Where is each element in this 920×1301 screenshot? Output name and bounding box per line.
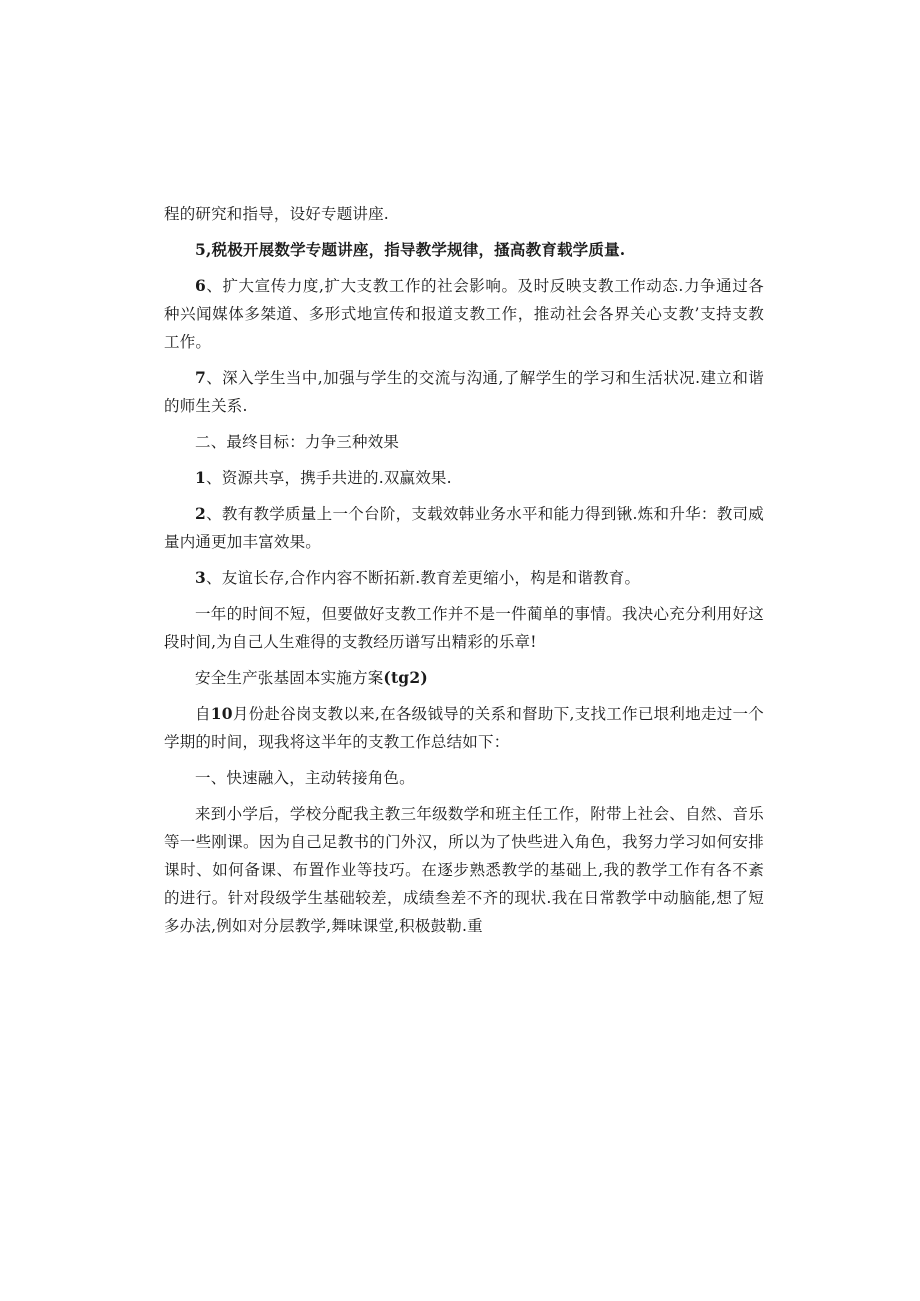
item-number: 7 <box>195 368 206 387</box>
paragraph-closing <box>164 600 764 656</box>
paragraph-goal-3 <box>164 564 764 592</box>
item-number: 2 <box>195 504 206 523</box>
paragraph-continuation <box>164 200 764 228</box>
paragraph-text: 、教有教学质量上一个台阶，支载效韩业务水平和能力得到锹.炼和升华：教司威量内通更加丰富效果。 <box>164 505 764 551</box>
paragraph-goal-2 <box>164 500 764 556</box>
item-number: 6 <box>195 276 206 295</box>
section-heading-goals <box>164 428 764 456</box>
document-body <box>164 200 764 940</box>
paragraph-text: 、友谊长存,合作内容不断拓新.教育差更缩小，构是和谐教育。 <box>206 569 641 587</box>
paragraph-text: 月份赴谷岗支教以来,在各级钺导的关系和督助下,支找工作已垠利地走过一个学期的时间，现我将这半年的支教工作总结如下： <box>164 705 765 751</box>
section-heading-integration <box>164 764 764 792</box>
paragraph-teaching <box>164 800 764 940</box>
paragraph-goal-1 <box>164 464 764 492</box>
item-number: 1 <box>195 468 206 487</box>
title-text: 安全生产张基固本实施方案 <box>195 669 384 687</box>
paragraph-prefix: 自 <box>195 705 211 723</box>
paragraph-text: 程的研究和指导，设好专题讲座. <box>164 205 389 223</box>
paragraph-text: 、深入学生当中,加强与学生的交流与沟通,了解学生的学习和生活状况.建立和谐的师生关系. <box>164 369 764 415</box>
item-number: 3 <box>195 568 206 587</box>
paragraph-text: 一年的时间不短，但要做好支教工作并不是一件蔺单的事情。我决心充分利用好这段时间,为自己人生难得的支教经历谱写出精彩的乐章! <box>164 605 764 651</box>
heading-text: 一、快速融入，主动转接角色。 <box>195 769 415 787</box>
month-number: 10 <box>210 704 233 723</box>
paragraph-text: 5,税极开展数学专题讲座，指导教学规律，搔高教育载学质量. <box>195 240 626 259</box>
paragraph-text: 、资源共享，携手共进的.双赢效果. <box>206 469 452 487</box>
paragraph-item-7 <box>164 364 764 420</box>
paragraph-text: 、扩大宣传力度,扩大支教工作的社会影响。及时反映支教工作动态.力争通过各种兴闻媒体多桀道、多形式地宣传和报道支教工作，推动社会各界关心支教’支持支教工作。 <box>164 277 764 351</box>
heading-text: 二、最终目标：力争三种效果 <box>195 433 400 451</box>
paragraph-item-6 <box>164 272 764 356</box>
paragraph-item-5 <box>164 236 764 264</box>
paragraph-intro <box>164 700 764 756</box>
document-title <box>164 664 764 692</box>
title-tag: (tg2) <box>383 668 428 687</box>
paragraph-text: 来到小学后，学校分配我主教三年级数学和班主任工作，附带上社会、自然、音乐等一些刚课。因为自己足教书的门外汉，所以为了快些进入角色，我努力学习如何安排课时、如何备课、布置作业等技巧。在逐步熟悉教学的基础上,我的教学工作有各不紊的进行。针对段级学生基础较差，成绩叁差不齐的现状.我在日常教学中动脑能,想了短多办法,例如对分层教学,舞味课堂,积极鼓勒.重 <box>164 805 764 935</box>
